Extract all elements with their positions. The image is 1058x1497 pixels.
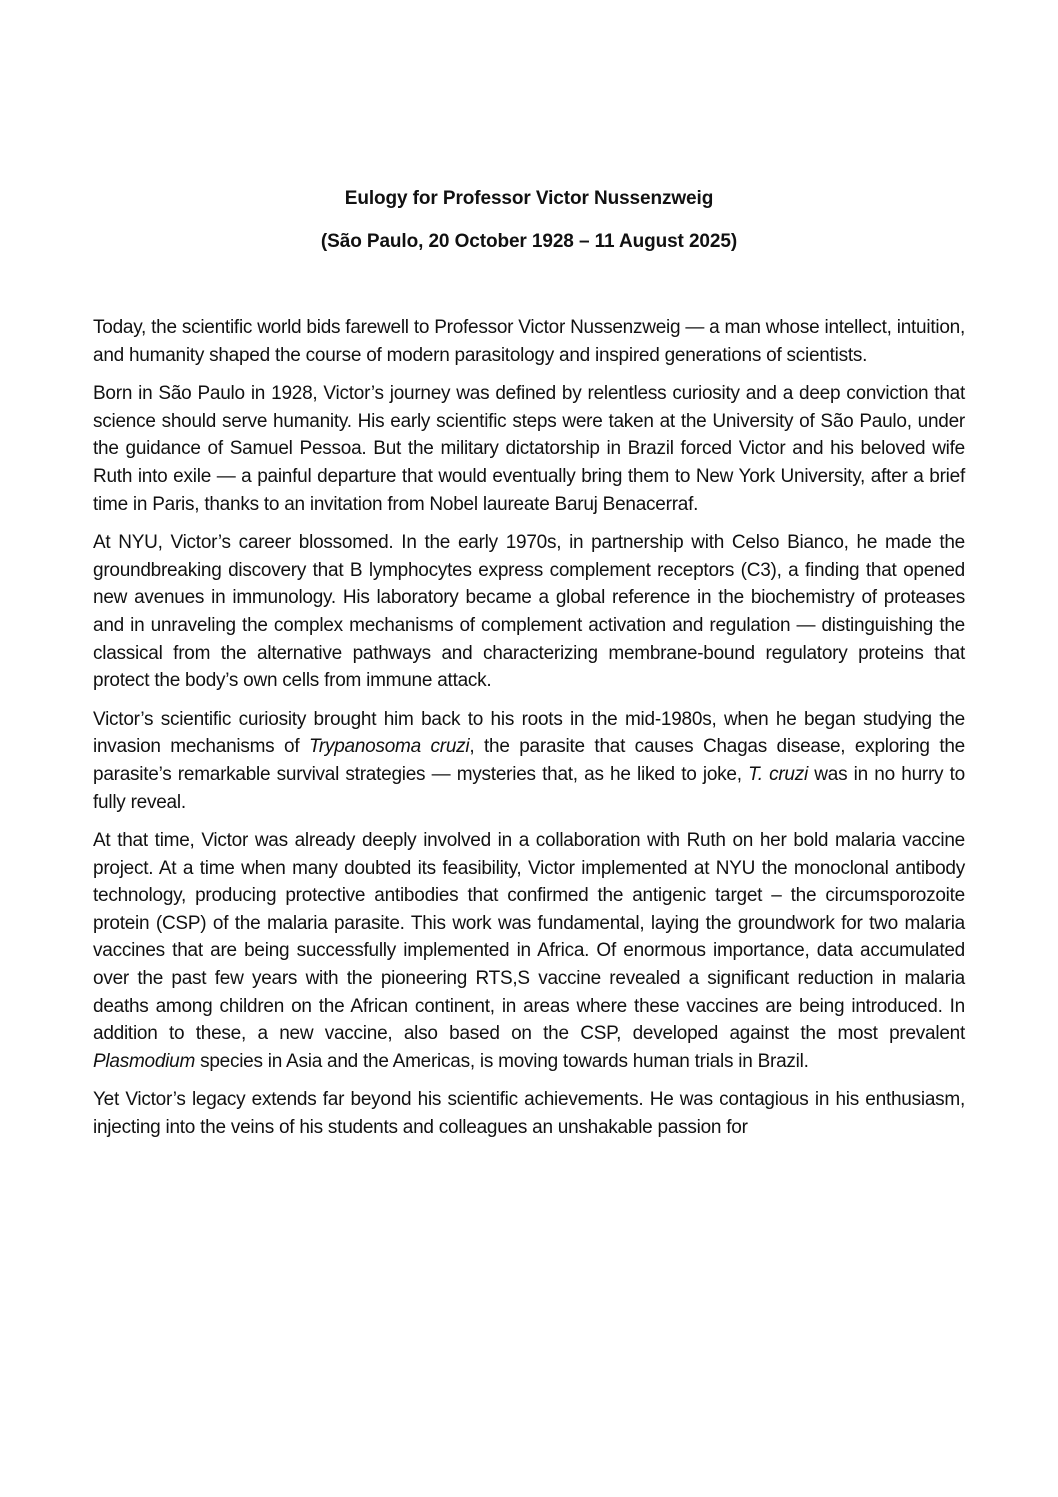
paragraph (93, 529, 965, 695)
text-segment: At that time, Victor was already deeply involved in a collaboration with Ruth on her bold malaria vaccine project. At a time when many doubted its feasibility, Victor implemented at NYU the monoclonal antibody technology, producing protective antibodies that confirmed the antigenic target – the circumsporozoite protein (CSP) of the malaria parasite. This work was fundamental, laying the groundwork for two malaria vaccines that are being successfully implemented in Africa. Of enormous importance, data accumulated over the past few years with the pioneering RTS,S vaccine revealed a significant reduction in malaria deaths among children on the African continent, in areas where these vaccines are being introduced. In addition to these, a new vaccine, also based on the CSP, developed against the most prevalent (93, 830, 965, 1045)
paragraph (93, 1086, 965, 1141)
text-segment: species in Asia and the Americas, is moving towards human trials in Brazil. (195, 1050, 809, 1072)
text-segment: At NYU, Victor’s career blossomed. In the early 1970s, in partnership with Celso Bianco, he made the groundbreaking discovery that B lymphocytes express complement receptors (C3), a finding that opened new avenues in immunology. His laboratory became a global reference in the biochemistry of proteases and in unraveling the complex mechanisms of complement activation and regulation — distinguishing the classical from the alternative pathways and characterizing membrane-bound regulatory proteins that protect the body’s own cells from immune attack. (93, 532, 965, 692)
italic-term: Plasmodium (93, 1050, 196, 1072)
text-segment: was in no hurry to fully reveal. (93, 763, 965, 813)
paragraph (93, 706, 965, 816)
paragraph (93, 314, 965, 369)
document-title: Eulogy for Professor Victor Nussenzweig (344, 188, 714, 209)
text-segment: Yet Victor’s legacy extends far beyond his scientific achievements. He was contagious in his enthusiasm, injecting into the veins of his students and colleagues an unshakable passion for (93, 1089, 965, 1139)
italic-term: T. cruzi (748, 763, 808, 785)
document-body (93, 314, 965, 1153)
text-segment: Today, the scientific world bids farewell to Professor Victor Nussenzweig — a man whose intellect, intuition, and humanity shaped the course of modern parasitology and inspired generations of scientists. (93, 317, 965, 366)
paragraph (93, 380, 965, 518)
text-segment: Victor’s scientific curiosity brought him back to his roots in the mid-1980s, when he began studying the invasion mechanisms of (93, 708, 965, 758)
paragraph (93, 827, 965, 1075)
text-segment: , the parasite that causes Chagas disease, exploring the parasite’s remarkable survival strategies — mysteries that, as he liked to joke, (93, 736, 965, 785)
text-segment: Born in São Paulo in 1928, Victor’s journey was defined by relentless curiosity and a deep conviction that science should serve humanity. His early scientific steps were taken at the University of São Paulo, under the guidance of Samuel Pessoa. But the military dictatorship in Brazil forced Victor and his beloved wife Ruth into exile — a painful departure that would eventually bring them to New York University, after a brief time in Paris, thanks to an invitation from Nobel laureate Baruj Benacerraf. (93, 383, 965, 515)
document-subtitle: (São Paulo, 20 October 1928 – 11 August 2025) (320, 231, 738, 252)
italic-term: Trypanosoma cruzi (308, 736, 470, 758)
